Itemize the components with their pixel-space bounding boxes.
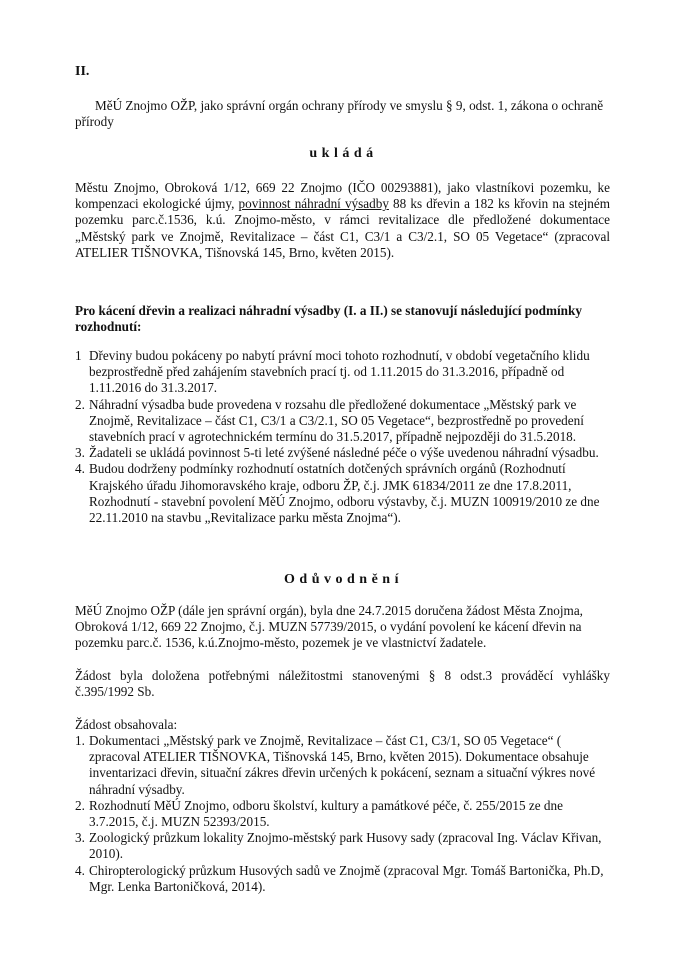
condition-number: 4. — [75, 461, 85, 477]
condition-text: Budou dodrženy podmínky rozhodnutí ostatních dotčených správních orgánů (Rozhodnutí Krajského úřadu Jihomoravského kraje, odboru ŽP, č.j. JMK 61834/2011 ze dne 17.8.2011, Rozhodnutí - stavební povolení MěÚ Znojmo, odboru výstavby, č.j. MUZN 100919/2010 ze dne 22.11.2010 na stavbu „Revitalizace parku města Znojma“). — [89, 461, 600, 526]
application-item — [75, 830, 610, 862]
condition-text: Náhradní výsadba bude provedena v rozsahu dle předložené dokumentace „Městský park ve Znojmě, Revitalizace – část C1, C3/1 a C3/2.1, SO 05 Vegetace“, bezprostředně po provedení stavebních prací v agrotechnickém termínu do 31.5.2017, případně nejpozději do 31.5.2018. — [89, 396, 584, 445]
application-text: Chiropterologický průzkum Husových sadů ve Znojmě (zpracoval Mgr. Tomáš Bartonička, Ph.D, Mgr. Lenka Bartoničková, 2014). — [89, 862, 604, 894]
application-number: 1. — [75, 733, 85, 748]
ruling-paragraph — [75, 180, 610, 261]
condition-number: 3. — [75, 445, 85, 461]
condition-number: 2. — [75, 396, 85, 412]
reasoning-paragraph-1: MěÚ Znojmo OŽP (dále jen správní orgán), byla dne 24.7.2015 doručena žádost Města Znojma, Obroková 1/12, 669 22 Znojmo, č.j. MUZN 57739/2015, o vydání povolení ke kácení dřevin na pozemku parc.č. 1536, k.ú.Znojmo-město, pozemek je ve vlastnictví žadatele. — [75, 603, 583, 651]
condition-item — [75, 348, 610, 397]
application-heading: Žádost obsahovala: — [75, 717, 178, 732]
reasoning-heading: Odůvodnění — [284, 572, 403, 587]
condition-item — [75, 445, 610, 461]
application-number: 4. — [75, 862, 85, 878]
application-item — [75, 798, 610, 830]
application-text: Dokumentaci „Městský park ve Znojmě, Revitalizace – část C1, C3/1, SO 05 Vegetace“ ( zpracoval ATELIER TIŠNOVKA, Tišnovská 145, Brno, květen 2015). Dokumentace obsahuje inventarizaci dřevin, situační zákres dřevin určených k pokácení, seznam a situační výkres nové náhradní výsadby. — [89, 733, 596, 797]
application-text: Rozhodnutí MěÚ Znojmo, odboru školství, kultury a památkové péče, č. 255/2015 ze dne 3.7.2015, č.j. MUZN 52393/2015. — [89, 797, 563, 830]
application-item — [75, 863, 610, 895]
application-number: 3. — [75, 830, 85, 846]
condition-item — [75, 397, 610, 446]
condition-text: Dřeviny budou pokáceny po nabytí právní moci tohoto rozhodnutí, v období vegetačního klidu bezprostředně před zahájením stavebních prací tj. od 1.11.2015 do 31.3.2016, případně od 1.11.2016 do 31.3.2017. — [89, 348, 590, 396]
application-number: 2. — [75, 797, 85, 813]
condition-number: 1 — [75, 348, 82, 363]
ruling-heading: ukládá — [309, 146, 378, 161]
condition-item — [75, 461, 610, 526]
ruling-text-end: 88 ks dřevin a 182 ks křovin na stejném pozemku parc.č.1536, k.ú. Znojmo-město, v rámci revitalizace dle předložené dokumentace „Městský park ve Znojmě, Revitalizace – část C1, C3/1 a C3/2.1, SO 05 Vegetace“ (zpracoval ATELIER TIŠNOVKA, Tišnovská 145, Brno, květen 2015). — [75, 196, 610, 260]
intro-paragraph: MěÚ Znojmo OŽP, jako správní orgán ochrany přírody ve smyslu § 9, odst. 1, zákona o ochraně přírody — [75, 98, 604, 130]
condition-text: Žadateli se ukládá povinnost 5-ti leté zvýšené následné péče o výše uvedenou náhradní výsadbu. — [89, 445, 599, 461]
section-number: II. — [75, 64, 90, 79]
application-text: Zoologický průzkum lokality Znojmo-městský park Husovy sady (zpracoval Ing. Václav Křivan, 2010). — [89, 830, 602, 862]
ruling-text-start: Městu Znojmo, Obroková 1/12, 669 22 Znojmo (IČO 00293881), jako vlastníkovi pozemku, ke kompenzaci ekologické újmy, — [75, 180, 610, 212]
ruling-underlined-text: povinnost náhradní výsadby — [238, 196, 389, 212]
reasoning-paragraph-2: Žádost byla doložena potřebnými náležitostmi stanovenými § 8 odst.3 prováděcí vyhlášky č.395/1992 Sb. — [75, 668, 610, 700]
application-list — [75, 733, 610, 895]
conditions-list — [75, 348, 610, 526]
application-item — [75, 733, 610, 798]
conditions-heading: Pro kácení dřevin a realizaci náhradní výsadby (I. a II.) se stanovují následující podmínky rozhodnutí: — [75, 303, 582, 335]
